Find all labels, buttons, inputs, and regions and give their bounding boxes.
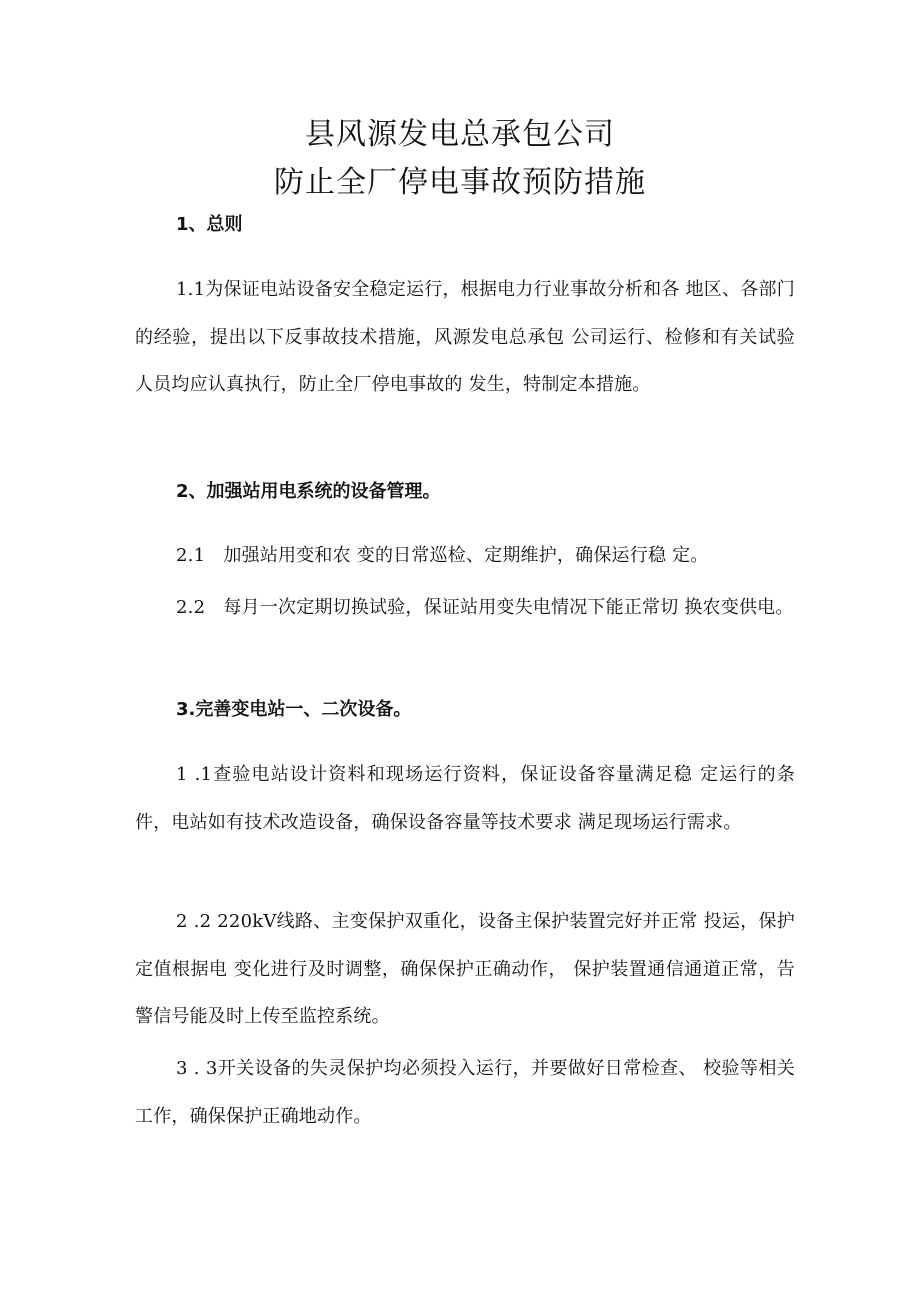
section-heading-station-power: 2、加强站用电系统的设备管理。 [176,481,441,502]
paragraph-3-2: 2 .2 220kV线路、主变保护双重化，设备主保护装置完好并正常 投运，保护定值根据电 变化进行及时调整，确保保护正确动作， 保护装置通信通道正常，告警信号能及时上传至监控系统。 [135,911,795,1027]
paragraph-3-3: 3 . 3开关设备的失灵保护均必须投入运行，并要做好日常检查、 校验等相关工作，确保保护正确地动作。 [135,1058,795,1127]
section-heading-general: 1、总则 [176,214,243,235]
document-title-line1: 县风源发电总承包公司 [305,117,615,152]
paragraph-3-1: 1 .1查验电站设计资料和现场运行资料，保证设备容量满足稳 定运行的条件，电站如有技术改造设备，确保设备容量等技术要求 满足现场运行需求。 [135,764,795,833]
paragraph-2-2: 2.2 每月一次定期切换试验，保证站用变失电情况下能正常切 换农变供电。 [176,597,794,618]
paragraph-1-1: 1.1为保证电站设备安全稳定运行，根据电力行业事故分析和各 地区、各部门的经验，提出以下反事故技术措施，风源发电总承包 公司运行、检修和有关试验人员均应认真执行，防止全厂停电事故的 发生，特制定本措施。 [135,279,795,395]
paragraph-2-1: 2.1 加强站用变和农 变的日常巡检、定期维护，确保运行稳 定。 [176,545,709,566]
section-heading-substation-equipment: 3.完善变电站一、二次设备。 [176,699,412,720]
document-title-line2: 防止全厂停电事故预防措施 [274,165,646,200]
